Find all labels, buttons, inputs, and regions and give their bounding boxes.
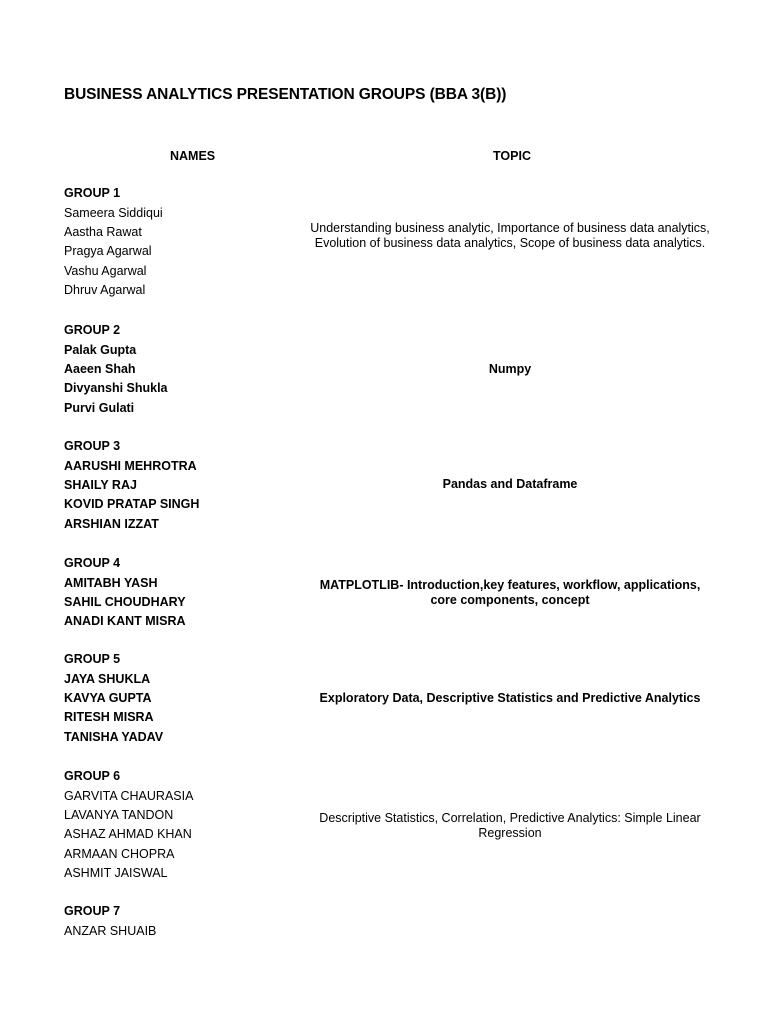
group-3-topic: Pandas and Dataframe	[442, 477, 578, 491]
member-name: Divyanshi Shukla	[64, 381, 168, 396]
member-name: RITESH MISRA	[64, 710, 154, 725]
group-6-names	[64, 767, 304, 883]
member-name: JAYA SHUKLA	[64, 671, 151, 686]
member-name: ANZAR SHUAIB	[64, 923, 157, 938]
group-5-names	[64, 650, 304, 747]
group-label: GROUP 1	[64, 186, 121, 200]
group-5-topic: Exploratory Data, Descriptive Statistics and Predictive Analytics	[319, 691, 701, 705]
page-bottom-blank	[0, 948, 768, 1024]
member-name: Aaeen Shah	[64, 361, 136, 376]
group-label: GROUP 2	[64, 323, 121, 337]
group-label: GROUP 4	[64, 556, 121, 570]
member-name: Vashu Agarwal	[64, 263, 147, 278]
member-name: Aastha Rawat	[64, 224, 142, 239]
member-name: SHAILY RAJ	[64, 477, 137, 492]
document-title: BUSINESS ANALYTICS PRESENTATION GROUPS (BBA 3(B))	[64, 86, 507, 103]
member-name: KOVID PRATAP SINGH	[64, 497, 200, 512]
group-label: GROUP 5	[64, 652, 121, 666]
group-6-topic: Descriptive Statistics, Correlation, Predictive Analytics: Simple Linear Regression	[319, 811, 701, 840]
member-name: Sameera Siddiqui	[64, 205, 163, 220]
member-name: ARSHIAN IZZAT	[64, 516, 159, 531]
member-name: GARVITA CHAURASIA	[64, 788, 194, 803]
group-4-topic: MATPLOTLIB- Introduction,key features, workflow, applications, core components, concept	[319, 578, 701, 607]
member-name: LAVANYA TANDON	[64, 807, 174, 822]
member-name: KAVYA GUPTA	[64, 690, 152, 705]
group-label: GROUP 3	[64, 439, 121, 453]
member-name: AMITABH YASH	[64, 575, 158, 590]
member-name: Pragya Agarwal	[64, 244, 152, 259]
group-label: GROUP 6	[64, 769, 121, 783]
group-2-names	[64, 321, 304, 418]
member-name: ASHAZ AHMAD KHAN	[64, 827, 192, 842]
member-name: ARMAAN CHOPRA	[64, 846, 175, 861]
names-column-header: NAMES	[170, 149, 216, 163]
group-2-topic: Numpy	[488, 362, 532, 376]
member-name: Dhruv Agarwal	[64, 283, 146, 298]
member-name: TANISHA YADAV	[64, 729, 164, 744]
member-name: Purvi Gulati	[64, 400, 135, 415]
topic-column-header: TOPIC	[493, 149, 531, 163]
member-name: AARUSHI MEHROTRA	[64, 458, 197, 473]
group-4-names	[64, 554, 304, 632]
group-1-names	[64, 184, 304, 300]
member-name: Palak Gupta	[64, 342, 137, 357]
group-label: GROUP 7	[64, 904, 121, 918]
member-name: SAHIL CHOUDHARY	[64, 594, 186, 609]
member-name: ASHMIT JAISWAL	[64, 866, 168, 881]
group-7-names	[64, 902, 304, 941]
group-3-names	[64, 437, 304, 534]
member-name: ANADI KANT MISRA	[64, 614, 186, 629]
group-1-topic: Understanding business analytic, Importance of business data analytics, Evolution of business data analytics, Scope of business data analytics.	[310, 221, 710, 250]
